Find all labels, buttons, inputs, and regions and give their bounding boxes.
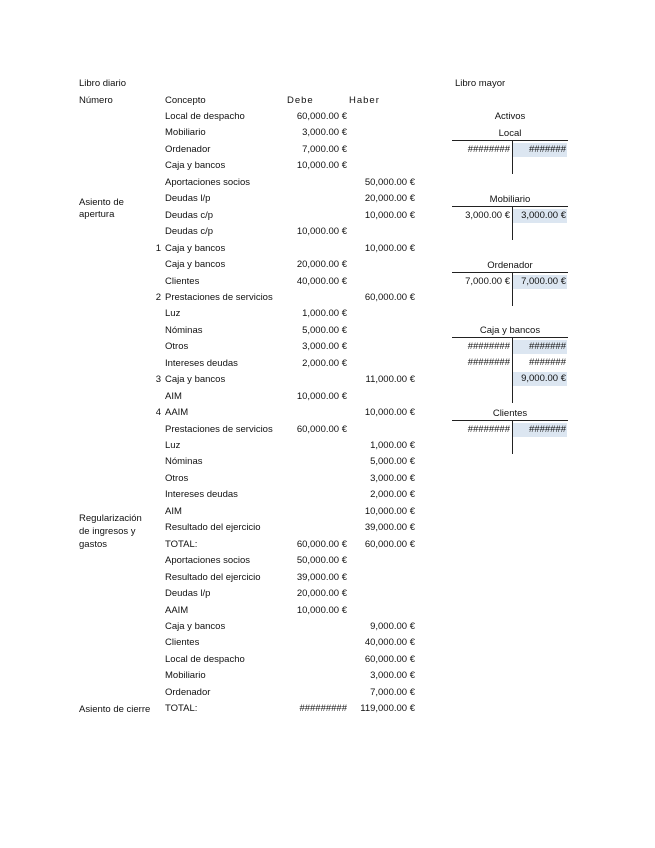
concept-cell: AAIM (165, 407, 189, 418)
haber-cell: 10,000.00 € (364, 506, 415, 517)
concept-cell: Prestaciones de servicios (165, 292, 273, 303)
account-haber-value: ####### (513, 423, 567, 437)
entry-number: 1 (155, 243, 161, 254)
debe-cell: 40,000.00 € (296, 276, 347, 287)
concept-cell: TOTAL: (165, 703, 198, 714)
t-account-top-rule (452, 337, 568, 338)
t-account-top-rule (452, 206, 568, 207)
account-haber-value: 9,000.00 € (513, 372, 567, 386)
header-numero: Número (79, 95, 113, 106)
concept-cell: Caja y bancos (165, 621, 226, 632)
account-debe-value: ######## (467, 357, 510, 368)
t-account-top-rule (452, 420, 568, 421)
debe-cell: 60,000.00 € (296, 539, 347, 550)
t-account-top-rule (452, 272, 568, 273)
concept-cell: Otros (165, 341, 189, 352)
concept-cell: Local de despacho (165, 654, 245, 665)
debe-cell: 3,000.00 € (302, 127, 347, 138)
haber-cell: 7,000.00 € (370, 687, 415, 698)
concept-cell: Nóminas (165, 456, 203, 467)
haber-cell: 10,000.00 € (364, 243, 415, 254)
concept-cell: TOTAL: (165, 539, 198, 550)
concept-cell: Caja y bancos (165, 259, 226, 270)
concept-cell: AIM (165, 391, 182, 402)
concept-cell: Local de despacho (165, 111, 245, 122)
debe-cell: 1,000.00 € (302, 308, 347, 319)
mayor-section-activos: Activos (494, 111, 526, 122)
account-debe-value: ######## (467, 144, 510, 155)
concept-cell: Caja y bancos (165, 160, 226, 171)
debe-cell: 3,000.00 € (302, 341, 347, 352)
haber-cell: 60,000.00 € (364, 654, 415, 665)
haber-cell: 5,000.00 € (370, 456, 415, 467)
debe-cell: 39,000.00 € (296, 572, 347, 583)
account-debe-value: ######## (467, 424, 510, 435)
haber-cell: 1,000.00 € (370, 440, 415, 451)
debe-cell: 5,000.00 € (302, 325, 347, 336)
concept-cell: Aportaciones socios (165, 177, 251, 188)
concept-cell: AAIM (165, 605, 189, 616)
header-concepto: Concepto (165, 95, 206, 106)
debe-cell: 10,000.00 € (296, 605, 347, 616)
haber-cell: 3,000.00 € (370, 473, 415, 484)
concept-cell: Nóminas (165, 325, 203, 336)
haber-cell: 60,000.00 € (364, 292, 415, 303)
account-debe-value: ######## (467, 341, 510, 352)
concept-cell: Luz (165, 440, 181, 451)
haber-cell: 2,000.00 € (370, 489, 415, 500)
concept-cell: Resultado del ejercicio (165, 522, 261, 533)
debe-cell: 10,000.00 € (296, 391, 347, 402)
group-regularizacion-line1: Regularización (79, 513, 142, 524)
entry-number: 3 (155, 374, 161, 385)
haber-cell: 3,000.00 € (370, 670, 415, 681)
t-account-top-rule (452, 140, 568, 141)
group-cierre: Asiento de cierre (79, 704, 151, 715)
group-regularizacion-line2: de ingresos y (79, 526, 136, 537)
debe-cell: 50,000.00 € (296, 555, 347, 566)
debe-cell: 10,000.00 € (296, 226, 347, 237)
account-haber-value: 7,000.00 € (513, 275, 567, 289)
account-haber-value: ####### (529, 357, 566, 368)
debe-cell: 60,000.00 € (296, 111, 347, 122)
concept-cell: Mobiliario (165, 127, 206, 138)
account-haber-value: 3,000.00 € (513, 209, 567, 223)
group-apertura-line1: Asiento de (79, 197, 124, 208)
account-debe-value: 3,000.00 € (465, 210, 510, 221)
haber-cell: 39,000.00 € (364, 522, 415, 533)
account-haber-value: ####### (513, 340, 567, 354)
haber-cell: 20,000.00 € (364, 193, 415, 204)
concept-cell: Intereses deudas (165, 358, 238, 369)
haber-cell: 50,000.00 € (364, 177, 415, 188)
haber-cell: 60,000.00 € (364, 539, 415, 550)
concept-cell: Intereses deudas (165, 489, 238, 500)
concept-cell: Caja y bancos (165, 243, 226, 254)
group-regularizacion-line3: gastos (79, 539, 107, 550)
haber-cell: 119,000.00 € (360, 703, 415, 714)
concept-cell: Deudas c/p (165, 210, 214, 221)
libro-diario-title: Libro diario (79, 78, 126, 89)
account-haber-value: ####### (513, 143, 567, 157)
concept-cell: Deudas l/p (165, 193, 211, 204)
concept-cell: Clientes (165, 637, 200, 648)
entry-number: 4 (155, 407, 161, 418)
concept-cell: AIM (165, 506, 182, 517)
debe-cell: 60,000.00 € (296, 424, 347, 435)
concept-cell: Mobiliario (165, 670, 206, 681)
account-title: Clientes (492, 408, 528, 419)
header-haber: Haber (349, 95, 380, 106)
concept-cell: Caja y bancos (165, 374, 226, 385)
concept-cell: Ordenador (165, 687, 211, 698)
concept-cell: Otros (165, 473, 189, 484)
concept-cell: Deudas l/p (165, 588, 211, 599)
account-title: Mobiliario (489, 194, 531, 205)
concept-cell: Luz (165, 308, 181, 319)
concept-cell: Aportaciones socios (165, 555, 251, 566)
debe-cell: 10,000.00 € (296, 160, 347, 171)
account-title: Local (498, 128, 522, 139)
haber-cell: 40,000.00 € (364, 637, 415, 648)
concept-cell: Resultado del ejercicio (165, 572, 261, 583)
haber-cell: 11,000.00 € (365, 374, 415, 385)
concept-cell: Ordenador (165, 144, 211, 155)
concept-cell: Prestaciones de servicios (165, 424, 273, 435)
account-title: Ordenador (487, 260, 533, 271)
debe-cell: 20,000.00 € (296, 588, 347, 599)
concept-cell: Clientes (165, 276, 200, 287)
debe-cell: 7,000.00 € (302, 144, 347, 155)
debe-cell: 20,000.00 € (296, 259, 347, 270)
entry-number: 2 (155, 292, 161, 303)
group-apertura-line2: apertura (79, 209, 115, 220)
libro-mayor-title: Libro mayor (455, 78, 506, 89)
header-debe: Debe (287, 95, 314, 106)
concept-cell: Deudas c/p (165, 226, 214, 237)
haber-cell: 10,000.00 € (364, 407, 415, 418)
haber-cell: 10,000.00 € (364, 210, 415, 221)
debe-cell: ######### (299, 703, 347, 714)
debe-cell: 2,000.00 € (302, 358, 347, 369)
haber-cell: 9,000.00 € (370, 621, 415, 632)
account-title: Caja y bancos (479, 325, 541, 336)
account-debe-value: 7,000.00 € (465, 276, 510, 287)
